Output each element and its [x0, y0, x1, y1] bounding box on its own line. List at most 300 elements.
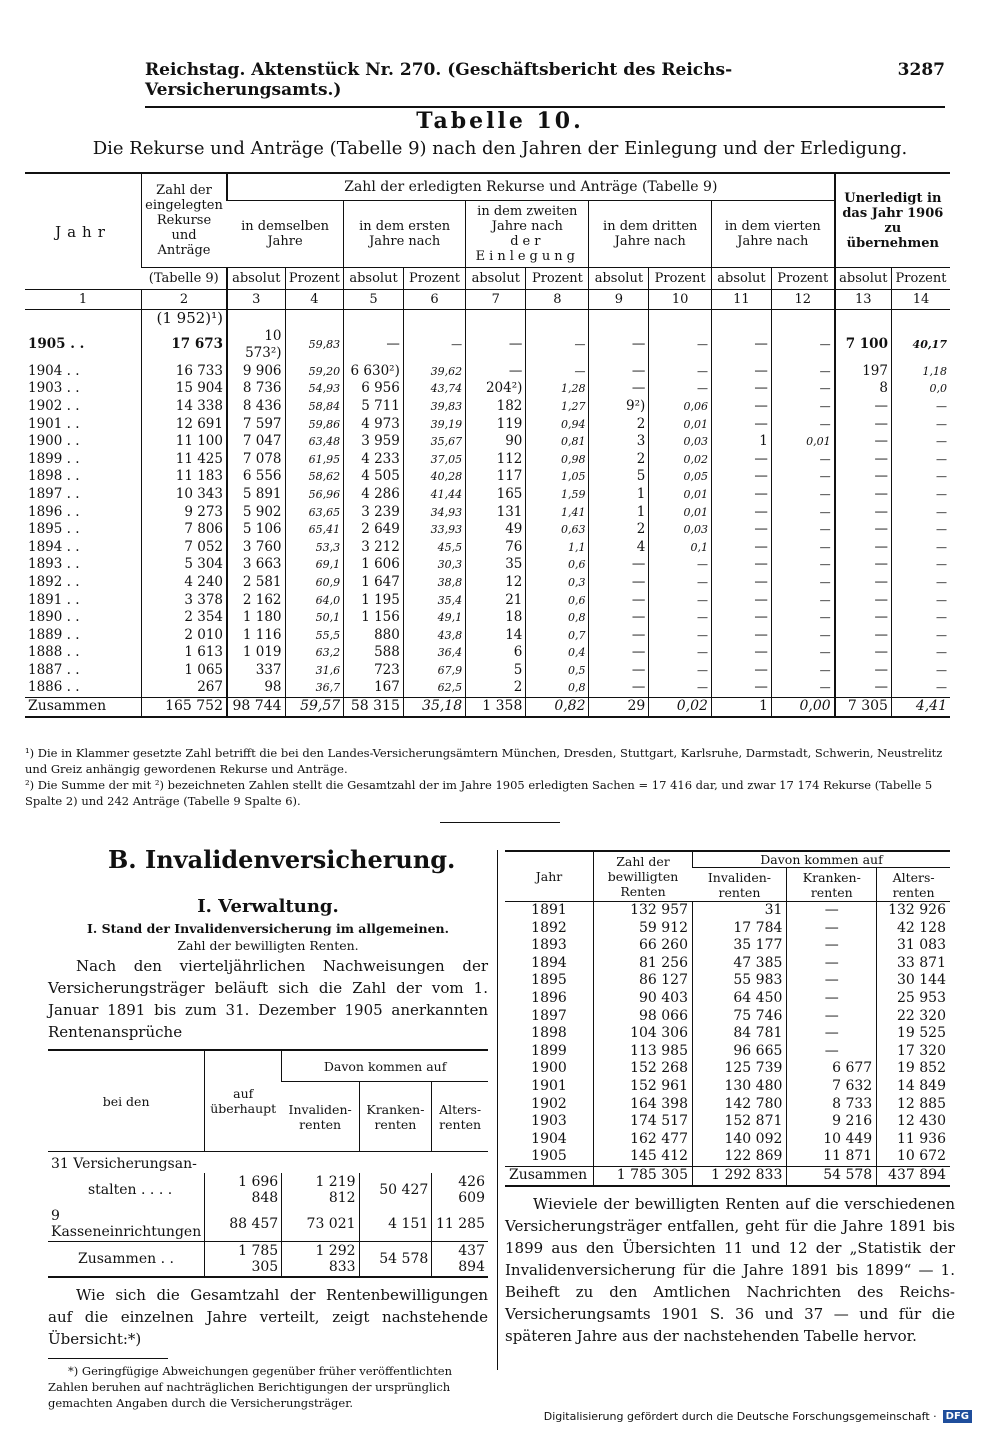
year-cell: 1901: [531, 1077, 567, 1094]
table-subtitle: Die Rekurse und Anträge (Tabelle 9) nach den Jahren der Einlegung und der Erledigung.: [92, 138, 908, 159]
table-cell: 37,05: [403, 451, 465, 469]
paragraph-1: Nach den vierteljährlichen Nachweisungen der Versicherungsträger beläuft sich die Zahl der vom 1. Januar 1891 bis zum 31. Dezember 1905 anerkannten Rentenansprüche: [48, 957, 488, 1041]
cell: 437 894: [432, 1242, 488, 1278]
table-cell: 152 268: [594, 1060, 693, 1078]
year-cell: 1899: [531, 1042, 567, 1059]
table-cell: —: [711, 416, 771, 434]
table-cell: 31 083: [877, 937, 950, 955]
table-cell: 112: [466, 451, 526, 469]
table-cell: —: [649, 662, 712, 680]
table-cell: —: [344, 328, 404, 363]
th-alt: Alters-renten: [877, 868, 950, 902]
th-auf: auf überhaupt: [205, 1050, 282, 1152]
col-number: 2: [142, 290, 228, 310]
table-cell: —: [891, 398, 950, 416]
empty-cell: [466, 310, 526, 328]
table-cell: 130 480: [693, 1078, 787, 1096]
table-cell: 0,01: [649, 416, 712, 434]
table-cell: 45,5: [403, 539, 465, 557]
table-cell: 12 430: [877, 1113, 950, 1131]
table-cell: 42 128: [877, 920, 950, 938]
table-cell: 1: [711, 433, 771, 451]
table-cell: 3 760: [227, 539, 285, 557]
table-cell: —: [891, 609, 950, 627]
table-cell: 22 320: [877, 1008, 950, 1026]
left-column: [48, 845, 488, 1411]
table-cell: —: [711, 644, 771, 662]
table-cell: —: [711, 609, 771, 627]
table-cell: 1 019: [227, 644, 285, 662]
column-divider: [497, 850, 498, 1370]
page-number: 3287: [897, 60, 945, 80]
table-cell: 41,44: [403, 486, 465, 504]
year-cell: 1893 . .: [28, 556, 80, 573]
year-cell: 1902: [531, 1095, 567, 1112]
table-cell: 31: [693, 902, 787, 920]
table-cell: —: [649, 556, 712, 574]
table-row: [25, 679, 950, 697]
table-cell: 98 066: [594, 1008, 693, 1026]
cell: 4 151: [359, 1207, 432, 1242]
cell: 50 427: [359, 1173, 432, 1207]
fn-rule: [48, 1358, 168, 1359]
table-cell: 38,8: [403, 574, 465, 592]
table-cell: 17 784: [693, 920, 787, 938]
table-cell: 62,5: [403, 679, 465, 697]
total-cell: 1 358: [466, 698, 526, 717]
table-cell: 9²): [589, 398, 649, 416]
table-cell: —: [891, 416, 950, 434]
table-cell: 10 573²): [227, 328, 285, 363]
table-cell: —: [835, 468, 892, 486]
table-cell: 142 780: [693, 1096, 787, 1114]
table-cell: 10 343: [142, 486, 228, 504]
table-row: [25, 416, 950, 434]
table-cell: 5 106: [227, 521, 285, 539]
table-cell: 2 649: [344, 521, 404, 539]
table-cell: —: [711, 363, 771, 381]
cell: 11 285: [432, 1207, 488, 1242]
table-cell: 4 973: [344, 416, 404, 434]
table-cell: —: [891, 662, 950, 680]
table-cell: —: [649, 363, 712, 381]
table-cell: 588: [344, 644, 404, 662]
row1-label-a: 31 Versicherungsan-: [51, 1156, 197, 1172]
table-cell: 60,9: [285, 574, 344, 592]
table-cell: 2 354: [142, 609, 228, 627]
section-title: B. Invalidenversicherung.: [108, 845, 456, 874]
table-cell: —: [589, 662, 649, 680]
col-number: 11: [711, 290, 771, 310]
table-cell: 0,94: [526, 416, 589, 434]
table-cell: 81 256: [594, 955, 693, 973]
total-cell: 59,57: [285, 698, 344, 717]
table-cell: 59,86: [285, 416, 344, 434]
table-cell: 3 378: [142, 592, 228, 610]
table-cell: —: [711, 574, 771, 592]
year-cell: 1895: [531, 972, 567, 989]
table-cell: 7 100: [835, 328, 892, 363]
table-cell: 2: [589, 521, 649, 539]
table-cell: —: [835, 486, 892, 504]
total-label: Zusammen . .: [48, 1242, 205, 1278]
table-cell: 40,17: [891, 328, 950, 363]
col-number: 14: [891, 290, 950, 310]
empty-cell: [711, 310, 771, 328]
table-cell: —: [649, 609, 712, 627]
table-row: [25, 627, 950, 645]
abs-3: absolut: [227, 268, 285, 290]
total-cell: 1 292 833: [693, 1166, 787, 1185]
year-cell: 1905 . .: [28, 336, 85, 353]
table-cell: 12: [466, 574, 526, 592]
table-cell: 1: [589, 486, 649, 504]
footnote-2: ²) Die Summe der mit ²) bezeichneten Zahlen stellt die Gesamtzahl der im Jahre 1905 erledigten Sachen = 17 416 dar, und zwar 17 174 Rekurse (Tabelle 5 Spalte 2) und 242 Anträge (Tabelle 9 Spalte 6).: [25, 778, 933, 808]
table-row: [25, 451, 950, 469]
empty-cell: [25, 310, 142, 328]
table-cell: 1,27: [526, 398, 589, 416]
year-cell: 1897 . .: [28, 485, 80, 502]
table-cell: —: [771, 451, 834, 469]
proz-4: Prozent: [285, 268, 344, 290]
col-number: 1: [25, 290, 142, 310]
table-cell: 2: [466, 679, 526, 697]
table-cell: 10 672: [877, 1148, 950, 1166]
table-cell: 152 871: [693, 1113, 787, 1131]
table-cell: —: [771, 592, 834, 610]
row2-label: 9 Kasseneinrichtungen: [51, 1208, 202, 1240]
table-cell: 7 052: [142, 539, 228, 557]
table-cell: 50,1: [285, 609, 344, 627]
abs-9: absolut: [589, 268, 649, 290]
table-cell: 14 338: [142, 398, 228, 416]
year-cell: 1905: [531, 1148, 567, 1165]
table-cell: 0,1: [649, 539, 712, 557]
year-cell: 1903: [531, 1113, 567, 1130]
table-cell: 1,05: [526, 468, 589, 486]
total-cell: 35,18: [403, 698, 465, 717]
table-cell: 15 904: [142, 380, 228, 398]
table-cell: —: [711, 504, 771, 522]
table-cell: 34,93: [403, 504, 465, 522]
proz-8: Prozent: [526, 268, 589, 290]
table-cell: 53,3: [285, 539, 344, 557]
table-row: [505, 1148, 950, 1166]
table-cell: —: [649, 574, 712, 592]
table-row: [25, 486, 950, 504]
table-cell: 6 630²): [344, 363, 404, 381]
table-cell: 11 936: [877, 1131, 950, 1149]
table-cell: —: [835, 592, 892, 610]
abs-11: absolut: [711, 268, 771, 290]
table-cell: 11 183: [142, 468, 228, 486]
right-column: [505, 850, 955, 1347]
table-cell: 59,20: [285, 363, 344, 381]
table-cell: —: [891, 592, 950, 610]
table-cell: 0,05: [649, 468, 712, 486]
table-cell: 0,81: [526, 433, 589, 451]
table-cell: 1 613: [142, 644, 228, 662]
table-cell: 162 477: [594, 1131, 693, 1149]
cell: 73 021: [282, 1207, 359, 1242]
table-row: [505, 1008, 950, 1026]
year-cell: 1890 . .: [28, 609, 80, 626]
table-cell: 90: [466, 433, 526, 451]
table-row: [505, 1113, 950, 1131]
table-cell: 56,96: [285, 486, 344, 504]
table-row: [25, 504, 950, 522]
table-cell: 3: [589, 433, 649, 451]
col-number: 12: [771, 290, 834, 310]
table-cell: 0,02: [649, 451, 712, 469]
table-cell: 0,8: [526, 679, 589, 697]
cell: 426 609: [432, 1173, 488, 1207]
empty-cell: [227, 310, 285, 328]
table-cell: —: [891, 644, 950, 662]
table-cell: 0,0: [891, 380, 950, 398]
table-cell: —: [771, 380, 834, 398]
table-cell: 67,9: [403, 662, 465, 680]
table-cell: 113 985: [594, 1043, 693, 1061]
table-cell: 2 162: [227, 592, 285, 610]
table-cell: —: [589, 679, 649, 697]
table-cell: 65,41: [285, 521, 344, 539]
col-number: 8: [526, 290, 589, 310]
table-row: [505, 972, 950, 990]
table-cell: 165: [466, 486, 526, 504]
footnote-1: ¹) Die in Klammer gesetzte Zahl betrifft die bei den Landes-Versicherungsämtern München, Dresden, Stuttgart, Karlsruhe, Darmstadt, Schwerin, Neustrelitz und Greiz anhängig gewordenen Rekurse und Anträge.: [25, 746, 943, 776]
table-cell: 4 286: [344, 486, 404, 504]
table-cell: 0,4: [526, 644, 589, 662]
table-cell: —: [649, 592, 712, 610]
table-cell: —: [589, 574, 649, 592]
table-cell: 4 233: [344, 451, 404, 469]
table-cell: 43,74: [403, 380, 465, 398]
table-cell: 2: [589, 416, 649, 434]
footer-text: Digitalisierung gefördert durch die Deutsche Forschungsgemeinschaft ·: [543, 1410, 937, 1423]
table-cell: —: [787, 1043, 877, 1061]
table-row: [25, 644, 950, 662]
table-cell: 1 606: [344, 556, 404, 574]
table-cell: —: [466, 363, 526, 381]
table-cell: 21: [466, 592, 526, 610]
table-cell: 0,6: [526, 592, 589, 610]
empty-cell: [526, 310, 589, 328]
table-cell: 4: [589, 539, 649, 557]
table-cell: 84 781: [693, 1025, 787, 1043]
table-cell: 132 926: [877, 902, 950, 920]
table-cell: —: [787, 902, 877, 920]
year-cell: 1898: [531, 1025, 567, 1042]
table-cell: 5 891: [227, 486, 285, 504]
table-cell: 11 425: [142, 451, 228, 469]
col-number: 13: [835, 290, 892, 310]
empty-cell: [589, 310, 649, 328]
table-cell: 58,84: [285, 398, 344, 416]
col-number: 6: [403, 290, 465, 310]
table-cell: —: [711, 451, 771, 469]
total-cell: 1: [711, 698, 771, 717]
table-cell: —: [891, 504, 950, 522]
table-cell: —: [771, 609, 834, 627]
table-cell: 5 304: [142, 556, 228, 574]
table-row: [25, 398, 950, 416]
table-cell: 4 505: [344, 468, 404, 486]
table-cell: 0,01: [649, 486, 712, 504]
total-cell: 437 894: [877, 1166, 950, 1185]
table-cell: 723: [344, 662, 404, 680]
total-cell: 165 752: [142, 698, 228, 717]
table-cell: 880: [344, 627, 404, 645]
col-in2: [466, 201, 589, 268]
zahl-sub: (Tabelle 9): [142, 268, 228, 290]
table-cell: 61,95: [285, 451, 344, 469]
table-cell: —: [891, 486, 950, 504]
cell: 1 785 305: [205, 1242, 282, 1278]
in2-label: in dem zweiten Jahre nach: [477, 204, 578, 234]
table-cell: 66 260: [594, 937, 693, 955]
table-cell: 39,83: [403, 398, 465, 416]
footnotes: [25, 745, 950, 809]
table-cell: 36,7: [285, 679, 344, 697]
table-cell: —: [711, 556, 771, 574]
table-cell: 64 450: [693, 990, 787, 1008]
table-cell: 58,62: [285, 468, 344, 486]
total-cell: 1 785 305: [594, 1166, 693, 1185]
table-cell: —: [835, 451, 892, 469]
empty-cell: [771, 310, 834, 328]
table-cell: —: [835, 416, 892, 434]
table-cell: 69,1: [285, 556, 344, 574]
table-row: [25, 468, 950, 486]
table-cell: 49,1: [403, 609, 465, 627]
total-cell: 54 578: [787, 1166, 877, 1185]
total-label: Zusammen: [25, 698, 142, 717]
table-cell: 0,01: [649, 504, 712, 522]
table-cell: 104 306: [594, 1025, 693, 1043]
table-cell: —: [771, 644, 834, 662]
col-in3: [589, 201, 711, 268]
table-cell: 8 733: [787, 1096, 877, 1114]
running-header: [145, 60, 945, 108]
table-cell: —: [835, 521, 892, 539]
table-row: [505, 1043, 950, 1061]
table-cell: —: [649, 679, 712, 697]
table-cell: —: [787, 920, 877, 938]
table-cell: —: [835, 662, 892, 680]
table-cell: 12 885: [877, 1096, 950, 1114]
in0-label: in demselben Jahre: [241, 219, 330, 249]
table-cell: 7 632: [787, 1078, 877, 1096]
table-cell: 0,5: [526, 662, 589, 680]
table-cell: 6 677: [787, 1060, 877, 1078]
col-number: 7: [466, 290, 526, 310]
table-cell: 90 403: [594, 990, 693, 1008]
table-cell: 33 871: [877, 955, 950, 973]
empty-cell: [403, 310, 465, 328]
table-cell: 1,18: [891, 363, 950, 381]
empty-cell: [835, 310, 892, 328]
col-in0: [227, 201, 344, 268]
table-cell: 36,4: [403, 644, 465, 662]
year-cell: 1903 . .: [28, 380, 80, 397]
table-cell: 4 240: [142, 574, 228, 592]
table-cell: —: [891, 539, 950, 557]
table-title: Tabelle 10.: [416, 108, 584, 134]
table-cell: —: [771, 398, 834, 416]
table-row: [505, 1131, 950, 1149]
table-cell: —: [787, 990, 877, 1008]
col-number: 5: [344, 290, 404, 310]
table-cell: 1 116: [227, 627, 285, 645]
table-cell: 0,03: [649, 433, 712, 451]
proz-14: Prozent: [891, 268, 950, 290]
table-cell: —: [711, 328, 771, 363]
table-cell: 10 449: [787, 1131, 877, 1149]
col-erledigt: Zahl der erledigten Rekurse und Anträge (Tabelle 9): [227, 173, 835, 201]
th-zahl: Zahl der bewilligten Renten: [594, 851, 693, 902]
th-inv: Invaliden-renten: [282, 1082, 359, 1152]
dfg-logo: DFG: [943, 1410, 972, 1423]
th-jahr: Jahr: [505, 851, 594, 902]
table-row: [505, 1060, 950, 1078]
table-cell: 0,06: [649, 398, 712, 416]
table-cell: —: [787, 1025, 877, 1043]
table-cell: —: [711, 539, 771, 557]
year-cell: 1894: [531, 954, 567, 971]
year-cell: 1904: [531, 1130, 567, 1147]
year-cell: 1904 . .: [28, 362, 80, 379]
header-title: Reichstag. Aktenstück Nr. 270. (Geschäftsbericht des Reichs-Versicherungsamts.): [145, 60, 733, 100]
table-cell: 8 436: [227, 398, 285, 416]
table-cell: 59,83: [285, 328, 344, 363]
table-cell: 54,93: [285, 380, 344, 398]
table-cell: 1,41: [526, 504, 589, 522]
table-cell: 19 852: [877, 1060, 950, 1078]
table-cell: —: [891, 574, 950, 592]
table-cell: —: [835, 627, 892, 645]
table-cell: 9 906: [227, 363, 285, 381]
in4-label: in dem vierten Jahre nach: [724, 219, 821, 249]
table-cell: —: [649, 644, 712, 662]
table-cell: —: [649, 328, 712, 363]
paragraph-right: Wieviele der bewilligten Renten auf die verschiedenen Versicherungsträger entfallen, geht für die Jahre 1891 bis 1899 aus den Übersichten 11 und 12 der „Statistik der Invalidenversicherung für die Jahre 1891 bis 1899“ — 1. Beiheft zu den Amtlichen Nachrichten des Reichs-Versicherungsamts 1901 S. 36 und 37 — und für die späteren Jahre aus der nachstehenden Tabelle hervor.: [505, 1194, 955, 1345]
table-cell: 43,8: [403, 627, 465, 645]
table-cell: 5: [466, 662, 526, 680]
table-cell: 55,5: [285, 627, 344, 645]
year-cell: 1893: [531, 937, 567, 954]
table-cell: —: [649, 627, 712, 645]
year-cell: 1894 . .: [28, 538, 80, 555]
table-cell: —: [589, 644, 649, 662]
table-cell: 39,19: [403, 416, 465, 434]
footnote-star: *) Geringfügige Abweichungen gegenüber früher veröffentlichten Zahlen beruhen auf nachträglichen Berichtigungen der ursprünglich gemachten Angaben durch die Versicherungsträger.: [48, 1364, 452, 1410]
table-cell: 1 065: [142, 662, 228, 680]
col-number: 3: [227, 290, 285, 310]
table-cell: —: [589, 328, 649, 363]
table-cell: —: [711, 521, 771, 539]
col-number: 9: [589, 290, 649, 310]
table-cell: —: [771, 679, 834, 697]
table-cell: 2 581: [227, 574, 285, 592]
table-cell: —: [649, 380, 712, 398]
table-cell: —: [787, 1008, 877, 1026]
col-jahr: Jahr: [25, 173, 142, 290]
table-cell: —: [835, 539, 892, 557]
table-cell: —: [891, 627, 950, 645]
table-cell: —: [771, 363, 834, 381]
table-cell: 49: [466, 521, 526, 539]
